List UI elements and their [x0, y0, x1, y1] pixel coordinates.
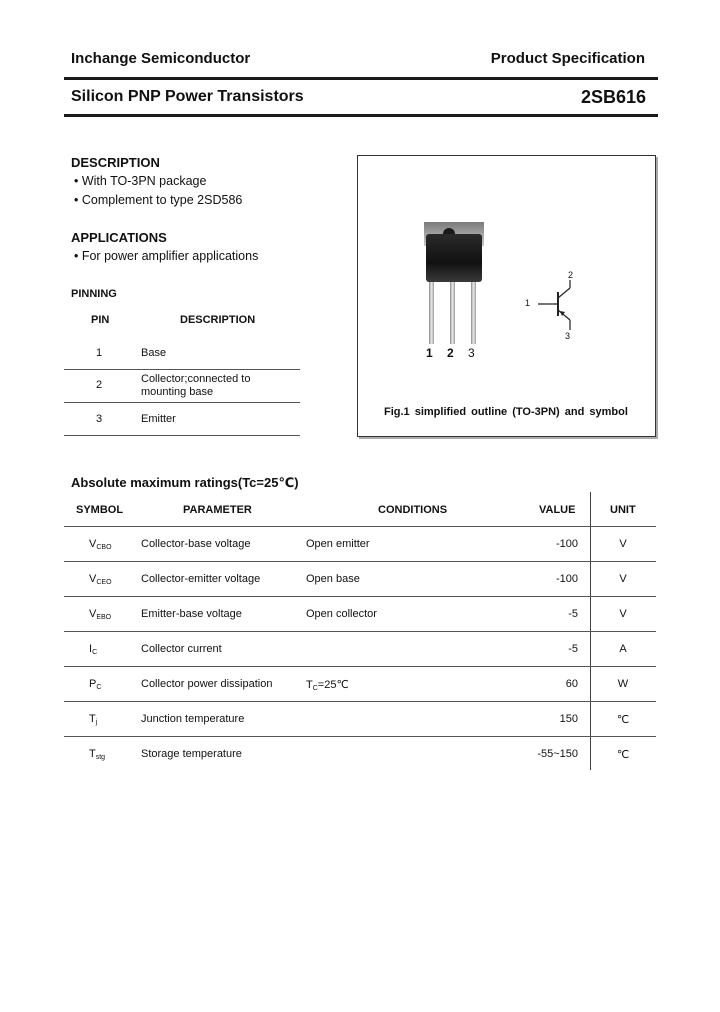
value-text: 60 [565, 678, 578, 690]
applications-item: • For power amplifier applications [74, 249, 259, 263]
package-pin-label: 3 [468, 346, 475, 360]
parameter-text: Collector-emitter voltage [141, 573, 261, 585]
ratings-header-parameter: PARAMETER [183, 504, 252, 516]
parameter-text: Junction temperature [141, 713, 245, 725]
rating-value [500, 608, 578, 620]
rating-condition [306, 573, 360, 586]
condition-text: Open base [306, 573, 360, 585]
rating-parameter [141, 678, 272, 690]
value-text: 150 [559, 713, 578, 725]
ratings-row-divider [64, 561, 656, 562]
unit-text: W [617, 678, 629, 690]
rating-parameter [141, 643, 222, 655]
symbol-main: T [89, 713, 96, 725]
pinning-title: PINNING [71, 288, 117, 300]
unit-text: V [619, 538, 627, 550]
ratings-row-divider [64, 526, 656, 527]
rating-parameter [141, 713, 244, 725]
parameter-text: Emitter-base voltage [141, 608, 242, 620]
rating-parameter [141, 538, 250, 550]
condition-tail: =25℃ [317, 679, 349, 691]
ratings-row-divider [64, 596, 656, 597]
pin-number: 1 [96, 347, 103, 359]
pin-description: Emitter [141, 413, 176, 425]
figure-box [357, 155, 656, 437]
unit-text: ℃ [616, 714, 630, 726]
package-pin-label: 2 [447, 346, 454, 360]
rating-symbol [89, 573, 112, 586]
header-rule-bottom [64, 114, 658, 117]
symbol-pin-label: 2 [568, 270, 574, 280]
condition-text: Open emitter [306, 538, 370, 550]
condition-text: T [306, 679, 313, 691]
applications-title: APPLICATIONS [71, 230, 167, 245]
pinning-row-divider [64, 369, 300, 370]
pin-description: Base [141, 347, 167, 359]
figure-caption: Fig.1 simplified outline (TO-3PN) and symbol [384, 406, 628, 418]
condition-subscript: C [312, 685, 318, 692]
value-text: -5 [568, 643, 578, 655]
lead-2 [450, 282, 455, 344]
rating-symbol [89, 538, 112, 551]
ratings-title: Absolute maximum ratings(Tc=25℃) [71, 475, 299, 490]
pinning-header-description: DESCRIPTION [180, 314, 256, 326]
description-item: • With TO-3PN package [74, 174, 207, 188]
rating-symbol [89, 643, 97, 656]
symbol-subscript: C [92, 649, 98, 656]
rating-symbol [89, 678, 101, 691]
rating-condition [306, 678, 349, 692]
ratings-row-divider [64, 631, 656, 632]
rating-parameter [141, 573, 260, 585]
pinning-header-pin: PIN [91, 314, 110, 326]
pin-number: 3 [96, 413, 103, 425]
ratings-header-unit: UNIT [610, 504, 636, 516]
rating-condition [306, 538, 370, 551]
ratings-header-symbol: SYMBOL [76, 504, 124, 516]
symbol-subscript: EBO [96, 614, 112, 621]
package-body [426, 234, 482, 282]
doc-type: Product Specification [490, 50, 645, 67]
rating-symbol [89, 608, 111, 621]
ratings-row-divider [64, 701, 656, 702]
symbol-main: V [89, 538, 97, 550]
part-number: 2SB616 [580, 87, 646, 107]
rating-parameter [141, 608, 242, 620]
pinning-row-divider [64, 402, 300, 403]
symbol-main: I [89, 643, 93, 655]
pinning-row-divider [64, 435, 300, 436]
value-text: -100 [555, 538, 578, 550]
condition-text: Open collector [306, 608, 377, 620]
symbol-subscript: CEO [96, 579, 112, 586]
rating-parameter [141, 748, 242, 760]
rating-value [500, 573, 578, 585]
product-family: Silicon PNP Power Transistors [71, 88, 304, 105]
symbol-pin-label: 1 [525, 298, 531, 308]
description-title: DESCRIPTION [71, 155, 160, 170]
value-text: -5 [568, 608, 578, 620]
company-name: Inchange Semiconductor [71, 50, 251, 67]
symbol-subscript: stg [95, 754, 106, 761]
pin-number: 2 [96, 379, 103, 391]
header-rule-top [64, 77, 658, 80]
symbol-subscript: C [96, 684, 102, 691]
unit-text: ℃ [616, 749, 630, 761]
rating-unit [600, 713, 646, 726]
symbol-main: P [89, 678, 97, 690]
rating-value [500, 678, 578, 690]
unit-text: A [619, 643, 627, 655]
rating-symbol [89, 713, 97, 726]
ratings-row-divider [64, 666, 656, 667]
symbol-subscript: CBO [96, 544, 112, 551]
symbol-main: V [89, 573, 97, 585]
rating-value [500, 538, 578, 550]
unit-text: V [619, 608, 627, 620]
description-item: • Complement to type 2SD586 [74, 193, 243, 207]
pin-description-cont: mounting base [141, 386, 214, 398]
ratings-header-conditions: CONDITIONS [378, 504, 448, 516]
rating-unit [600, 608, 646, 620]
symbol-subscript: j [95, 719, 98, 726]
lead-1 [429, 282, 434, 344]
parameter-text: Collector-base voltage [141, 538, 251, 550]
parameter-text: Collector current [141, 643, 222, 655]
rating-unit [600, 538, 646, 550]
rating-value [500, 748, 578, 760]
rating-symbol [89, 748, 105, 761]
rating-value [500, 643, 578, 655]
lead-3 [471, 282, 476, 344]
unit-text: V [619, 573, 627, 585]
rating-unit [600, 678, 646, 690]
rating-value [500, 713, 578, 725]
value-text: -100 [555, 573, 578, 585]
parameter-text: Storage temperature [141, 748, 242, 760]
rating-unit [600, 643, 646, 655]
ratings-header-value: VALUE [539, 504, 576, 516]
package-pin-label: 1 [426, 346, 433, 360]
pnp-transistor-symbol-icon [538, 276, 578, 336]
parameter-text: Collector power dissipation [141, 678, 273, 690]
pin-description: Collector;connected to [141, 373, 251, 385]
value-text: -55~150 [537, 748, 578, 760]
symbol-main: T [89, 748, 96, 760]
rating-unit [600, 573, 646, 585]
rating-condition [306, 608, 377, 621]
rating-unit [600, 748, 646, 761]
symbol-pin-label: 3 [565, 331, 571, 341]
symbol-main: V [89, 608, 97, 620]
ratings-row-divider [64, 736, 656, 737]
